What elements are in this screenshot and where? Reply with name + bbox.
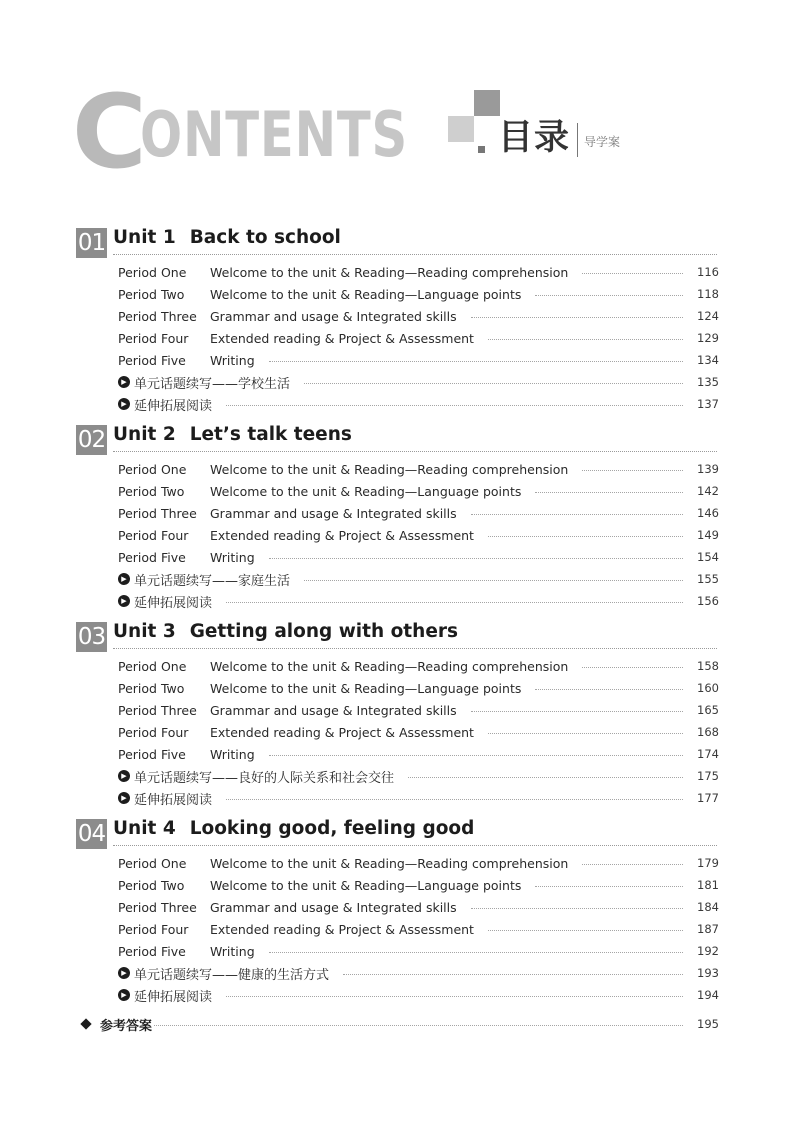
leader-dots (304, 580, 683, 581)
extra-title: 延伸拓展阅读 (134, 595, 213, 611)
leader-dots (269, 755, 683, 756)
page-number: 165 (697, 703, 719, 717)
page-number: 175 (697, 769, 719, 783)
leader-dots (535, 689, 683, 690)
play-bullet-icon: ▶ (118, 398, 130, 410)
toc-entry[interactable] (118, 285, 717, 303)
unit-label: Unit 4 (113, 818, 176, 839)
unit-divider (113, 254, 717, 255)
unit-title: Let’s talk teens (189, 424, 352, 445)
period-name: Period Four (118, 921, 189, 937)
page-number: 187 (697, 922, 719, 936)
page-number: 135 (697, 375, 719, 389)
period-name: Period Five (118, 943, 186, 959)
extra-title: 单元话题续写——良好的人际关系和社会交往 (134, 770, 395, 786)
period-name: Period Three (118, 505, 197, 521)
period-name: Period Two (118, 680, 185, 696)
page-title: 目录 (498, 118, 571, 158)
toc-entry[interactable] (118, 876, 717, 894)
page-number: 158 (697, 659, 719, 673)
page-number: 193 (697, 966, 719, 980)
leader-dots (154, 1025, 683, 1026)
toc-entry[interactable] (118, 723, 717, 741)
unit-title: Getting along with others (189, 621, 458, 642)
toc-entry[interactable] (118, 657, 717, 675)
page-number: 116 (697, 265, 719, 279)
period-name: Period Five (118, 746, 186, 762)
period-name: Period One (118, 264, 187, 280)
unit-label: Unit 1 (113, 227, 176, 248)
page-number: 139 (697, 462, 719, 476)
leader-dots (226, 405, 683, 406)
toc-entry[interactable] (118, 482, 717, 500)
period-name: Period Three (118, 308, 197, 324)
unit-title: Looking good, feeling good (189, 818, 475, 839)
page-subtitle: 导学案 (584, 135, 621, 149)
extra-title: 延伸拓展阅读 (134, 792, 213, 808)
leader-dots (471, 317, 683, 318)
leader-dots (343, 974, 683, 975)
leader-dots (582, 864, 683, 865)
extra-title: 延伸拓展阅读 (134, 989, 213, 1005)
page-number: 129 (697, 331, 719, 345)
play-bullet-icon: ▶ (118, 573, 130, 585)
page-number: 118 (697, 287, 719, 301)
page-number: 192 (697, 944, 719, 958)
leader-dots (471, 711, 683, 712)
leader-dots (488, 930, 683, 931)
answers-label: 参考答案 (100, 1018, 153, 1034)
leader-dots (269, 558, 683, 559)
extra-title: 延伸拓展阅读 (134, 398, 213, 414)
period-desc: Extended reading & Project & Assessment (210, 527, 474, 543)
page-number: 137 (697, 397, 719, 411)
toc-entry[interactable] (118, 460, 717, 478)
period-desc: Welcome to the unit & Reading—Language points (210, 680, 522, 696)
page-number: 155 (697, 572, 719, 586)
leader-dots (471, 908, 683, 909)
page-number: 149 (697, 528, 719, 542)
leader-dots (582, 470, 683, 471)
play-bullet-icon: ▶ (118, 770, 130, 782)
unit-number-badge: 04 (77, 821, 106, 847)
period-desc: Extended reading & Project & Assessment (210, 921, 474, 937)
page-number: 179 (697, 856, 719, 870)
period-name: Period One (118, 855, 187, 871)
period-desc: Welcome to the unit & Reading—Reading comprehension (210, 461, 569, 477)
leader-dots (226, 602, 683, 603)
period-name: Period Two (118, 877, 185, 893)
title-divider (577, 123, 578, 157)
page-number: 124 (697, 309, 719, 323)
period-desc: Extended reading & Project & Assessment (210, 330, 474, 346)
toc-entry[interactable] (118, 263, 717, 281)
period-desc: Writing (210, 549, 255, 565)
toc-entry[interactable] (118, 854, 717, 872)
toc-entry[interactable] (118, 679, 717, 697)
unit-divider (113, 648, 717, 649)
toc-entry-extra[interactable] (118, 789, 717, 807)
leader-dots (535, 295, 683, 296)
extra-title: 单元话题续写——健康的生活方式 (134, 967, 330, 983)
unit-label: Unit 3 (113, 621, 176, 642)
period-desc: Extended reading & Project & Assessment (210, 724, 474, 740)
toc-entry-extra[interactable] (118, 767, 717, 785)
unit-divider (113, 451, 717, 452)
leader-dots (535, 886, 683, 887)
toc-entry[interactable] (118, 329, 717, 347)
page-number: 156 (697, 594, 719, 608)
page-number: 168 (697, 725, 719, 739)
period-name: Period One (118, 658, 187, 674)
period-desc: Writing (210, 746, 255, 762)
play-bullet-icon: ▶ (118, 967, 130, 979)
toc-entry[interactable] (118, 526, 717, 544)
play-bullet-icon: ▶ (118, 792, 130, 804)
period-name: Period Five (118, 549, 186, 565)
page-number: 146 (697, 506, 719, 520)
page-number: 134 (697, 353, 719, 367)
period-desc: Grammar and usage & Integrated skills (210, 308, 457, 324)
toc-entry[interactable] (118, 898, 717, 916)
leader-dots (535, 492, 683, 493)
leader-dots (269, 361, 683, 362)
page-number: 194 (697, 988, 719, 1002)
period-desc: Writing (210, 352, 255, 368)
page-header (0, 0, 793, 200)
toc-entry[interactable] (118, 351, 717, 369)
period-name: Period Four (118, 724, 189, 740)
period-name: Period Four (118, 330, 189, 346)
decor-square-dot (478, 146, 485, 153)
diamond-bullet-icon (80, 1018, 91, 1029)
extra-title: 单元话题续写——学校生活 (134, 376, 291, 392)
toc-entry[interactable] (118, 548, 717, 566)
period-name: Period One (118, 461, 187, 477)
leader-dots (488, 733, 683, 734)
unit-number-badge: 03 (77, 624, 106, 650)
leader-dots (471, 514, 683, 515)
page-number: 184 (697, 900, 719, 914)
decor-square-dark (474, 90, 500, 116)
leader-dots (304, 383, 683, 384)
period-desc: Grammar and usage & Integrated skills (210, 505, 457, 521)
toc-entry[interactable] (118, 504, 717, 522)
period-desc: Writing (210, 943, 255, 959)
toc-entry[interactable] (118, 701, 717, 719)
unit-heading[interactable] (113, 819, 474, 839)
toc-entry[interactable] (118, 920, 717, 938)
play-bullet-icon: ▶ (118, 989, 130, 1001)
toc-entry-extra[interactable] (118, 395, 717, 413)
page-number: 181 (697, 878, 719, 892)
toc-entry-extra[interactable] (118, 592, 717, 610)
leader-dots (226, 799, 683, 800)
toc-entry-extra[interactable] (118, 373, 717, 391)
unit-label: Unit 2 (113, 424, 176, 445)
unit-heading[interactable] (113, 622, 458, 642)
toc-entry[interactable] (118, 307, 717, 325)
period-name: Period Two (118, 483, 185, 499)
period-desc: Welcome to the unit & Reading—Reading comprehension (210, 658, 569, 674)
leader-dots (269, 952, 683, 953)
contents-word: ONTENTS (140, 98, 409, 171)
period-desc: Welcome to the unit & Reading—Reading comprehension (210, 855, 569, 871)
leader-dots (488, 536, 683, 537)
toc-entry-extra[interactable] (118, 570, 717, 588)
page-number: 177 (697, 791, 719, 805)
page-number: 142 (697, 484, 719, 498)
period-desc: Grammar and usage & Integrated skills (210, 899, 457, 915)
contents-initial: C (72, 73, 147, 192)
unit-number-badge: 01 (77, 230, 106, 256)
period-desc: Welcome to the unit & Reading—Language points (210, 483, 522, 499)
leader-dots (488, 339, 683, 340)
play-bullet-icon: ▶ (118, 595, 130, 607)
leader-dots (582, 667, 683, 668)
toc-entry-answers[interactable] (80, 1014, 717, 1034)
unit-heading[interactable] (113, 425, 352, 445)
period-desc: Welcome to the unit & Reading—Reading comprehension (210, 264, 569, 280)
period-desc: Welcome to the unit & Reading—Language points (210, 286, 522, 302)
period-name: Period Three (118, 702, 197, 718)
unit-heading[interactable] (113, 228, 341, 248)
play-bullet-icon: ▶ (118, 376, 130, 388)
period-name: Period Four (118, 527, 189, 543)
unit-divider (113, 845, 717, 846)
toc-entry[interactable] (118, 942, 717, 960)
leader-dots (226, 996, 683, 997)
period-desc: Welcome to the unit & Reading—Language points (210, 877, 522, 893)
page-number: 195 (697, 1017, 719, 1031)
period-name: Period Three (118, 899, 197, 915)
toc-entry[interactable] (118, 745, 717, 763)
decor-square-light (448, 116, 474, 142)
leader-dots (408, 777, 683, 778)
unit-title: Back to school (189, 227, 341, 248)
toc-entry-extra[interactable] (118, 986, 717, 1004)
leader-dots (582, 273, 683, 274)
toc-entry-extra[interactable] (118, 964, 717, 982)
period-name: Period Two (118, 286, 185, 302)
period-name: Period Five (118, 352, 186, 368)
page-number: 160 (697, 681, 719, 695)
period-desc: Grammar and usage & Integrated skills (210, 702, 457, 718)
unit-number-badge: 02 (77, 427, 106, 453)
extra-title: 单元话题续写——家庭生活 (134, 573, 291, 589)
page-number: 174 (697, 747, 719, 761)
page-number: 154 (697, 550, 719, 564)
